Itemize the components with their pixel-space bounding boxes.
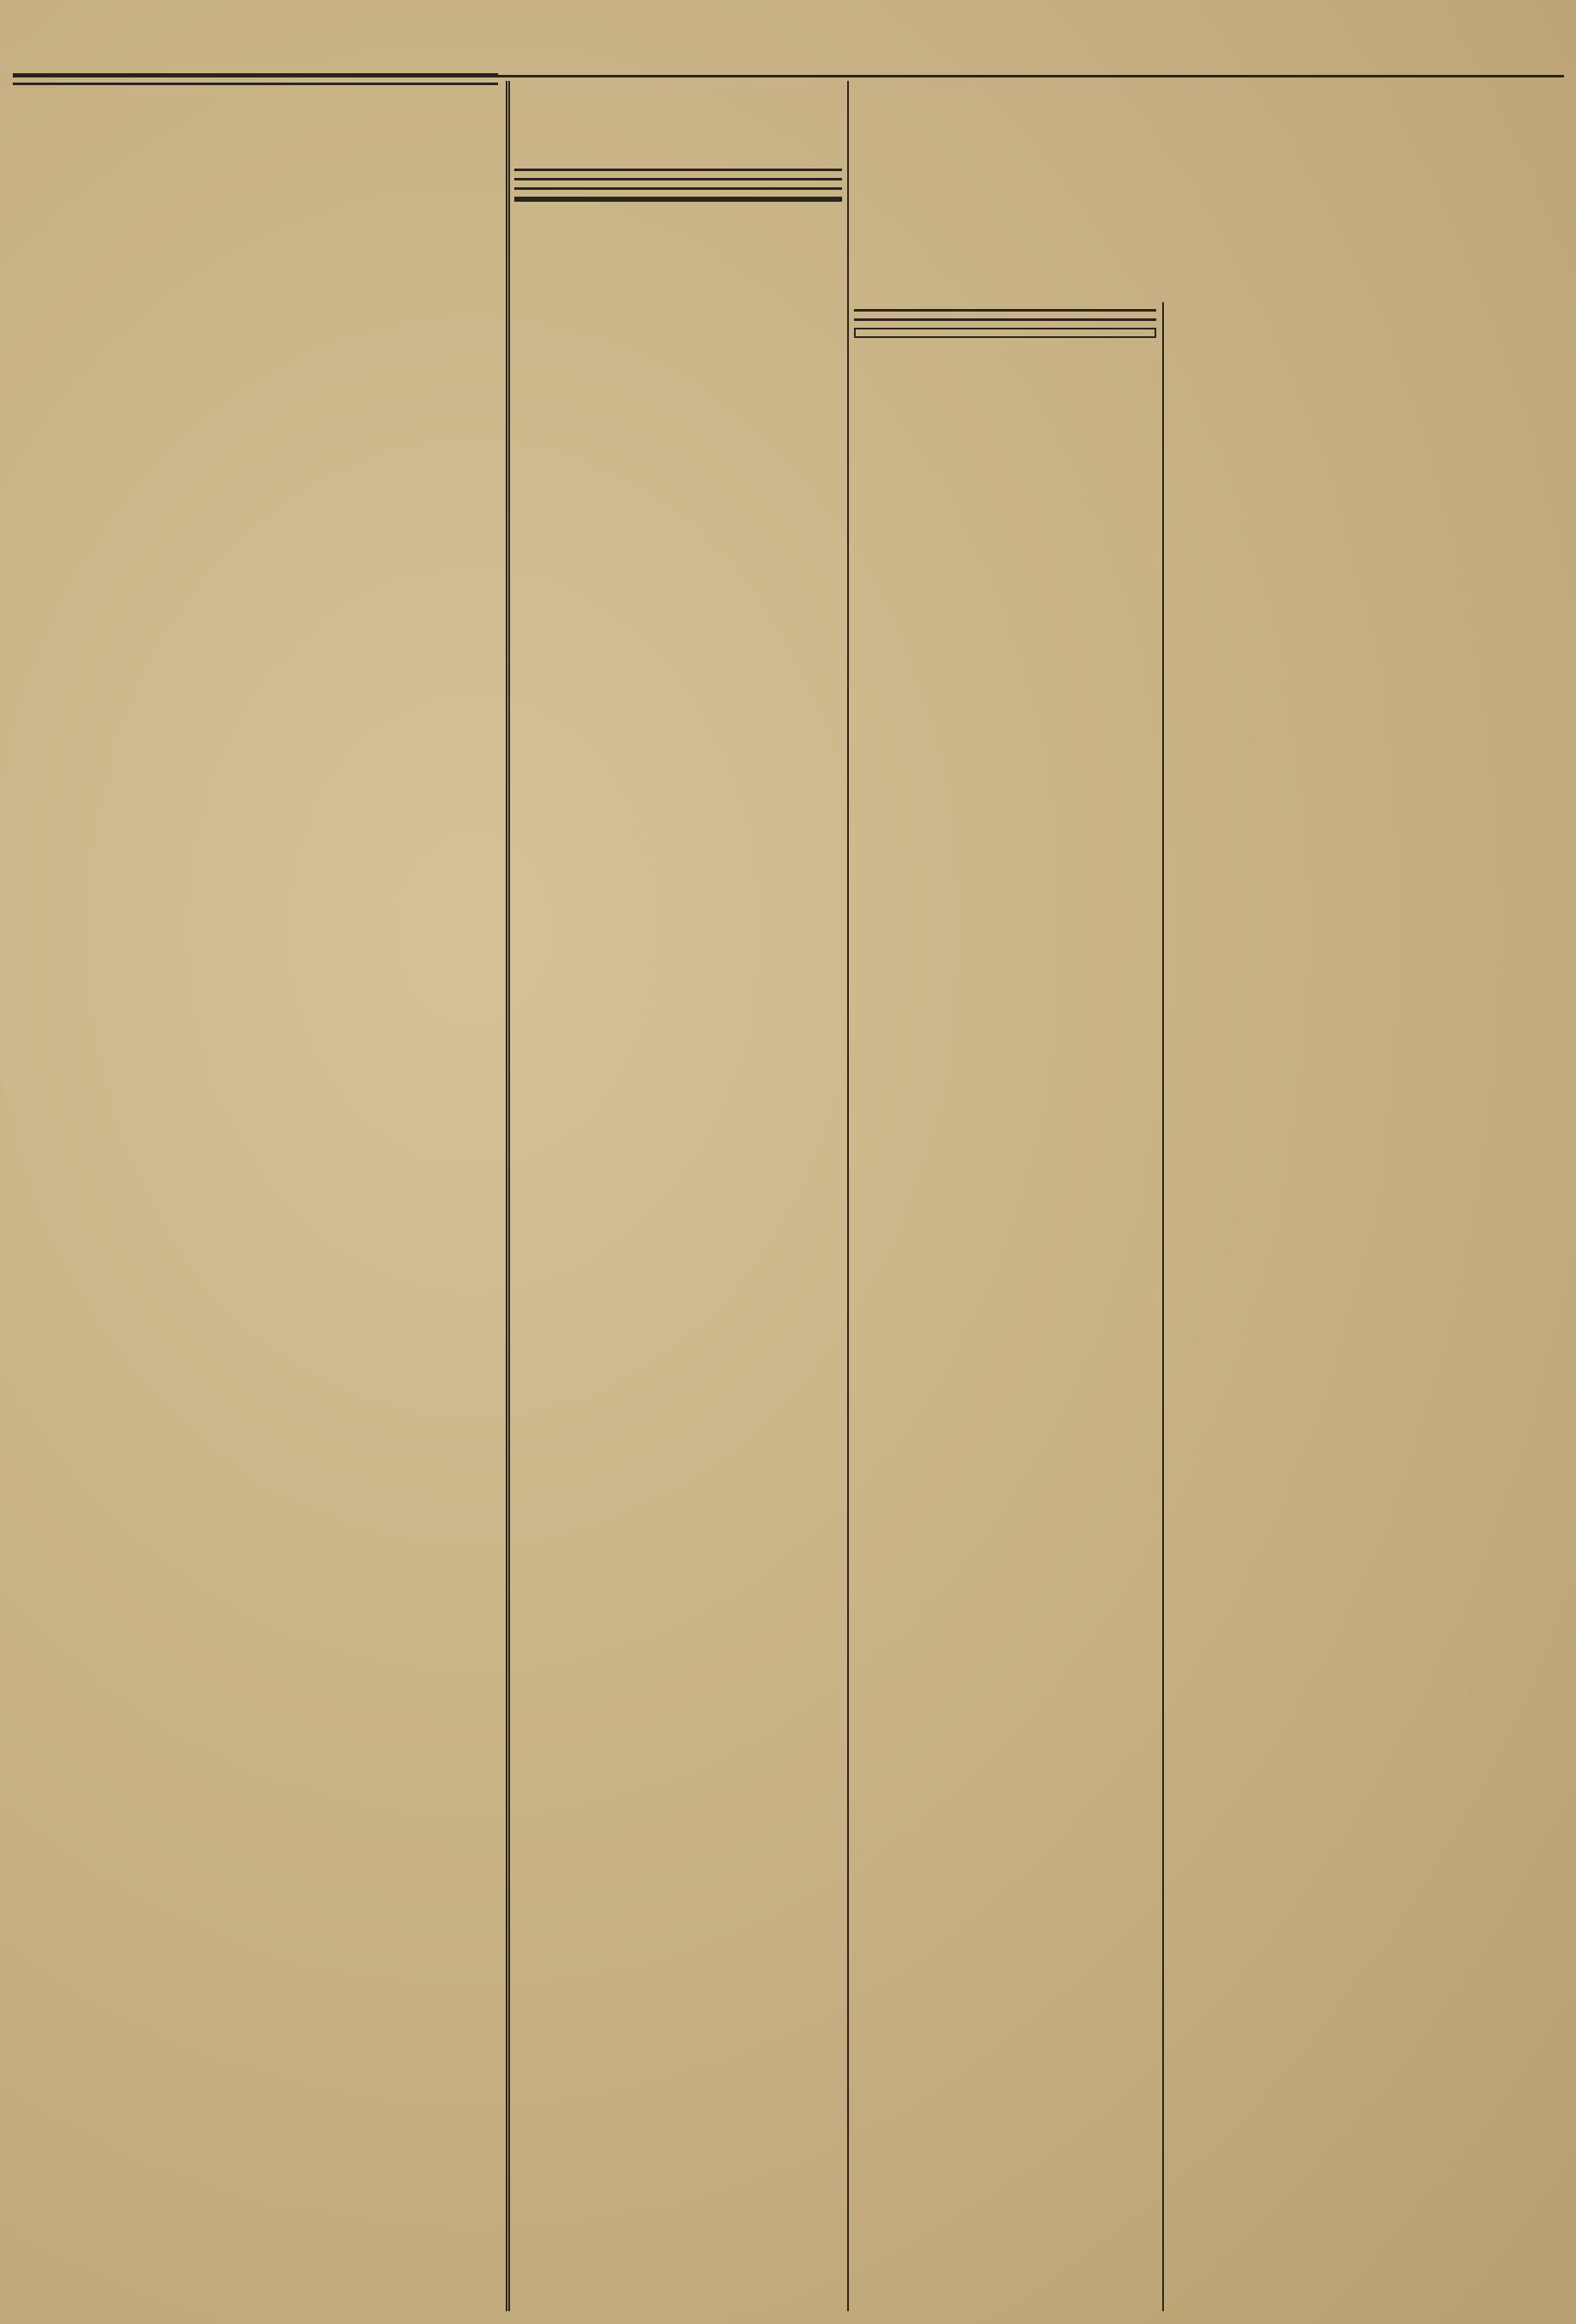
column-rule (1162, 302, 1164, 2311)
column-4-text (854, 302, 1156, 2315)
ad-alas (854, 328, 1156, 338)
column-rule (847, 81, 849, 2311)
column-3 (514, 81, 842, 162)
divider (514, 178, 842, 180)
column-rule (506, 81, 507, 2311)
column-1 (13, 66, 498, 2314)
divider (854, 309, 1156, 312)
column-5-text (1169, 302, 1284, 2315)
divider (514, 187, 842, 190)
temperatura-title (514, 197, 842, 202)
column-rule (508, 81, 510, 2311)
divider (13, 83, 498, 85)
divider (13, 73, 498, 76)
column-2 (514, 162, 842, 2315)
telegrafo-banner (854, 81, 1562, 200)
divider (854, 318, 1156, 321)
divider (514, 169, 842, 171)
